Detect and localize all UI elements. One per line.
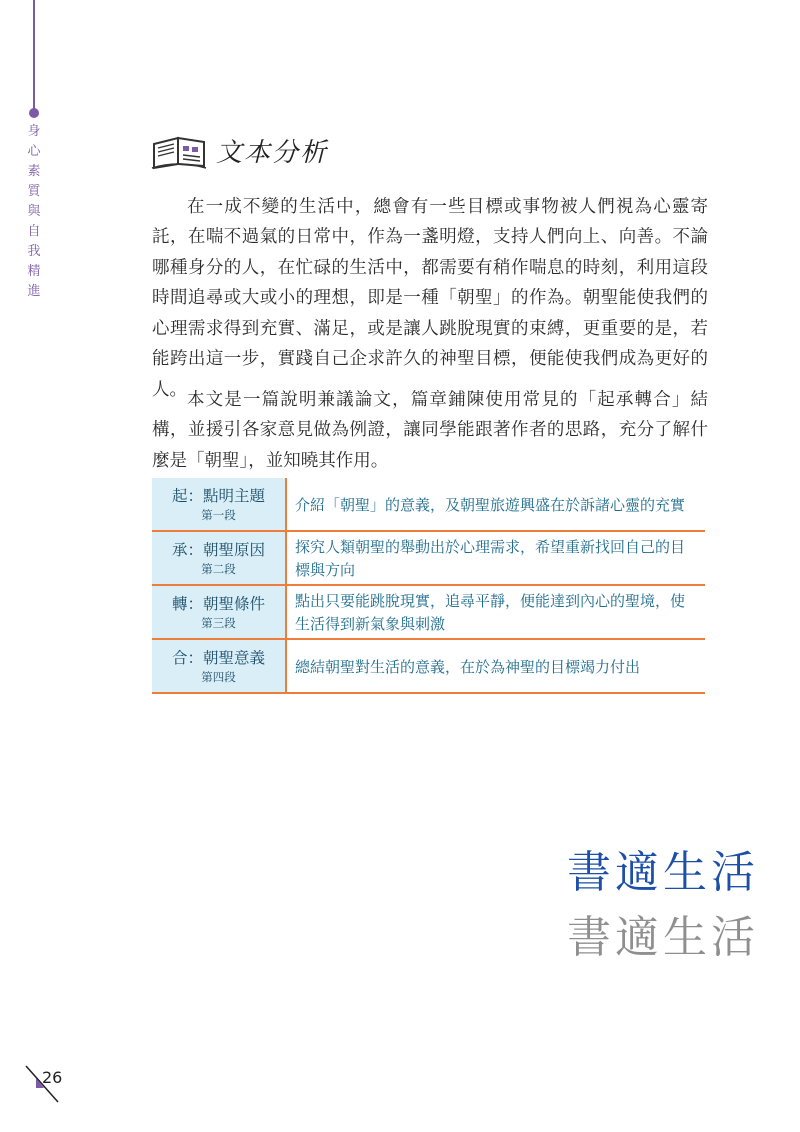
structure-row-head: [152, 532, 287, 584]
analysis-paragraph-1: 在一成不變的生活中，總會有一些目標或事物被人們視為心靈寄託，在喘不過氣的日常中，作為一盞明燈，支持人們向上、向善。不論哪種身分的人，在忙碌的生活中，都需要有稍作喘息的時刻，利用這段時間追尋或大或小的理想，即是一種「朝聖」的作為。朝聖能使我們的心理需求得到充實、滿足，或是讓人跳脫現實的束縛，更重要的是，若能跨出這一步，實踐自己企求許久的神聖目標，便能使我們成為更好的人。: [152, 196, 708, 400]
structure-row-head: [152, 586, 287, 638]
structure-description: 介紹「朝聖」的意義，及朝聖旅遊興盛在於訴諸心靈的充實: [295, 495, 686, 514]
structure-row-head: [152, 640, 287, 692]
structure-table: [152, 478, 705, 694]
side-header-dot: [29, 108, 39, 118]
open-book-icon: [150, 130, 208, 170]
structure-row-develop: [152, 532, 705, 586]
section-heading: [150, 128, 328, 172]
structure-label: 合：朝聖意義: [171, 648, 265, 667]
structure-description: 探究人類朝聖的舉動出於心理需求，希望重新找回自己的目標與方向: [295, 538, 686, 579]
structure-label: 承：朝聖原因: [171, 540, 265, 559]
brand-slogan-secondary: 書適生活: [567, 912, 759, 963]
page-number: 26: [42, 1068, 63, 1087]
structure-label: 起：點明主題: [171, 486, 265, 505]
structure-description: 點出只要能跳脫現實，追尋平靜，便能達到內心的聖境，使生活得到新氣象與刺激: [295, 592, 686, 633]
brand-slogan-primary: 書適生活: [567, 847, 759, 898]
side-header-line: [33, 0, 35, 110]
section-title: 文本分析: [216, 137, 329, 168]
structure-row-conclude: [152, 640, 705, 694]
structure-paragraph-ref: 第一段: [201, 507, 236, 522]
side-header-title: 身心素質與自我精進: [27, 124, 41, 299]
structure-row-turn: [152, 586, 705, 640]
structure-row-head: [152, 478, 287, 530]
analysis-paragraph-2: 本文是一篇說明兼議論文，篇章鋪陳使用常見的「起承轉合」結構，並援引各家意見做為例證，讓同學能跟著作者的思路，充分了解什麼是「朝聖」，並知曉其作用。: [152, 389, 708, 471]
structure-paragraph-ref: 第三段: [201, 615, 236, 630]
structure-paragraph-ref: 第二段: [201, 561, 236, 576]
structure-description: 總結朝聖對生活的意義，在於為神聖的目標竭力付出: [295, 657, 641, 676]
structure-paragraph-ref: 第四段: [201, 669, 236, 684]
structure-label: 轉：朝聖條件: [171, 594, 265, 613]
structure-row-intro: [152, 478, 705, 532]
